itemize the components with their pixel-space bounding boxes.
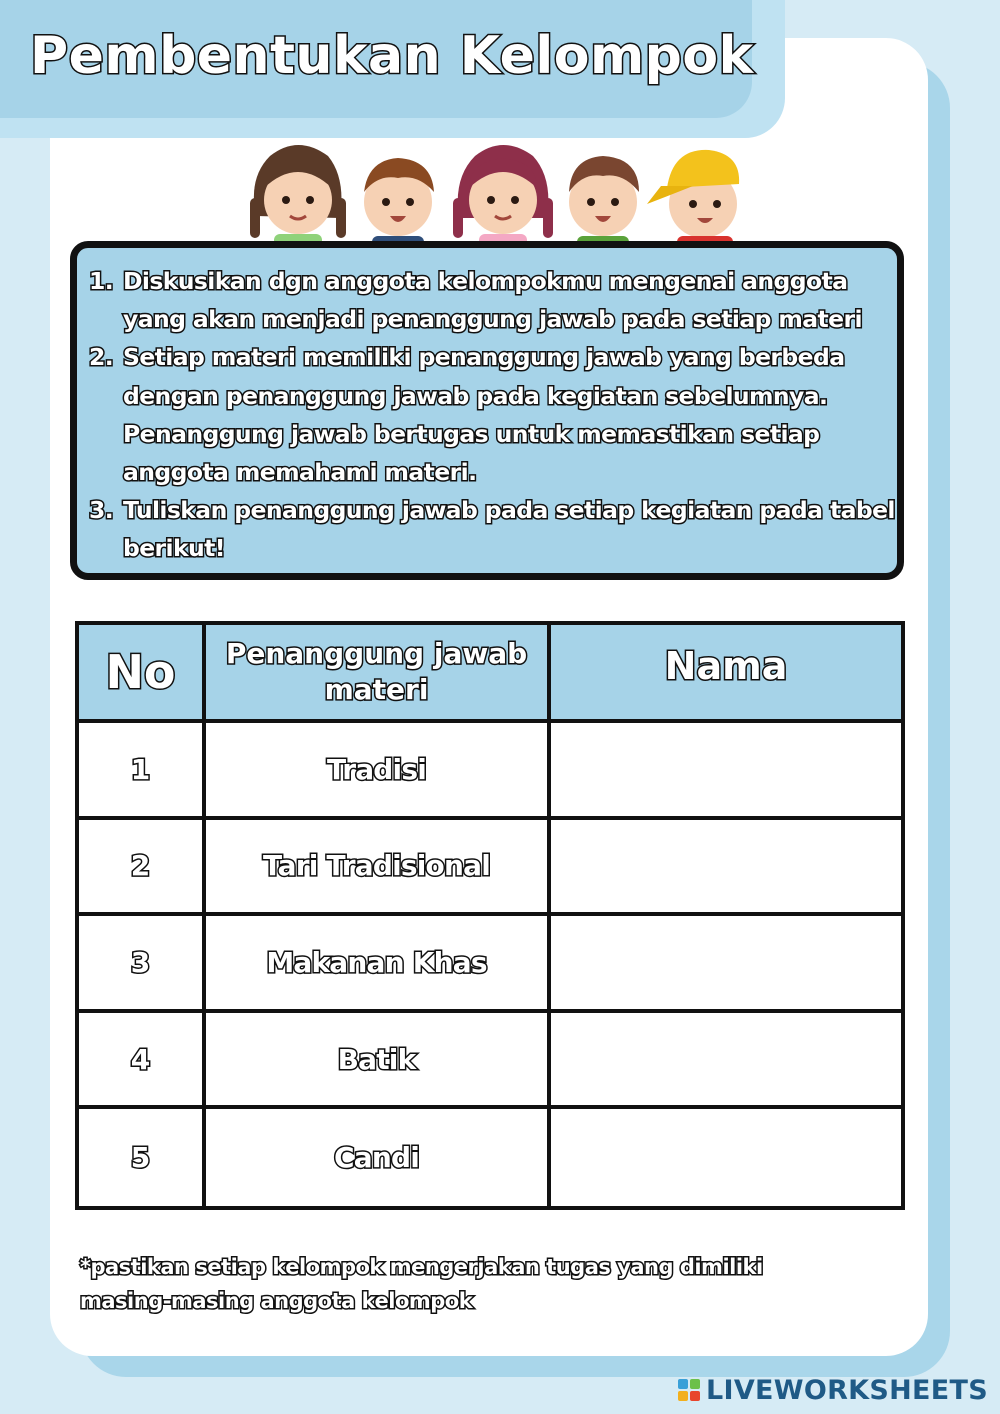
name-input-cell[interactable] [551, 1013, 901, 1110]
instruction-item [89, 338, 897, 491]
header-nama-label: Nama [664, 644, 788, 688]
header-no [79, 625, 206, 723]
instruction-number: 1. [89, 267, 114, 295]
page-title: Pembentukan Kelompok [30, 26, 754, 86]
row-number: 4 [130, 1042, 151, 1076]
row-topic: Batik [337, 1042, 416, 1076]
name-input-cell[interactable] [551, 916, 901, 1013]
header-materi-label: Penanggung jawab materi [225, 637, 528, 706]
row-number: 1 [130, 752, 151, 786]
row-topic: Tradisi [326, 752, 427, 786]
brand-name: LIVEWORKSHEETS [705, 1374, 988, 1406]
row-number: 3 [130, 945, 151, 979]
name-input-cell[interactable] [551, 820, 901, 917]
header-nama [551, 625, 901, 723]
row-topic: Makanan Khas [266, 945, 487, 979]
row-materi-cell [206, 1109, 551, 1206]
name-input-cell[interactable] [551, 723, 901, 820]
name-input-cell[interactable] [551, 1109, 901, 1206]
row-topic: Tari Tradisional [262, 849, 491, 883]
children-illustration [248, 138, 758, 258]
footnote: *pastikan setiap kelompok mengerjakan tugas yang dimiliki masing-masing anggota kelompok [80, 1255, 763, 1313]
instruction-text: Setiap materi memiliki penanggung jawab yang berbeda dengan penanggung jawab pada kegiatan sebelumnya. Penanggung jawab bertugas untuk memastikan setiap anggota memahami materi. [123, 343, 845, 487]
header-materi [206, 625, 551, 723]
row-materi-cell [206, 820, 551, 917]
instruction-number: 2. [89, 343, 114, 372]
row-no-cell [79, 1109, 206, 1206]
row-number: 5 [130, 1141, 151, 1175]
row-no-cell [79, 820, 206, 917]
row-materi-cell [206, 1013, 551, 1110]
row-no-cell [79, 1013, 206, 1110]
instruction-item [89, 491, 897, 567]
instruction-number: 3. [89, 496, 114, 525]
instruction-text: Diskusikan dgn anggota kelompokmu mengenai anggota yang akan menjadi penanggung jawab pada setiap materi [123, 267, 862, 334]
title-banner [0, 0, 785, 138]
liveworksheets-logo-icon [678, 1379, 700, 1401]
row-materi-cell [206, 916, 551, 1013]
row-no-cell [79, 723, 206, 820]
instruction-text: Tuliskan penanggung jawab pada setiap kegiatan pada tabel berikut! [123, 496, 895, 563]
header-no-label: No [105, 645, 176, 699]
row-materi-cell [206, 723, 551, 820]
assignment-table [75, 621, 905, 1210]
liveworksheets-brand [678, 1373, 988, 1407]
instructions-box [70, 241, 904, 580]
row-topic: Candi [333, 1141, 420, 1175]
row-no-cell [79, 916, 206, 1013]
row-number: 2 [130, 849, 151, 883]
instruction-item [89, 262, 897, 338]
instructions-list [89, 262, 897, 568]
